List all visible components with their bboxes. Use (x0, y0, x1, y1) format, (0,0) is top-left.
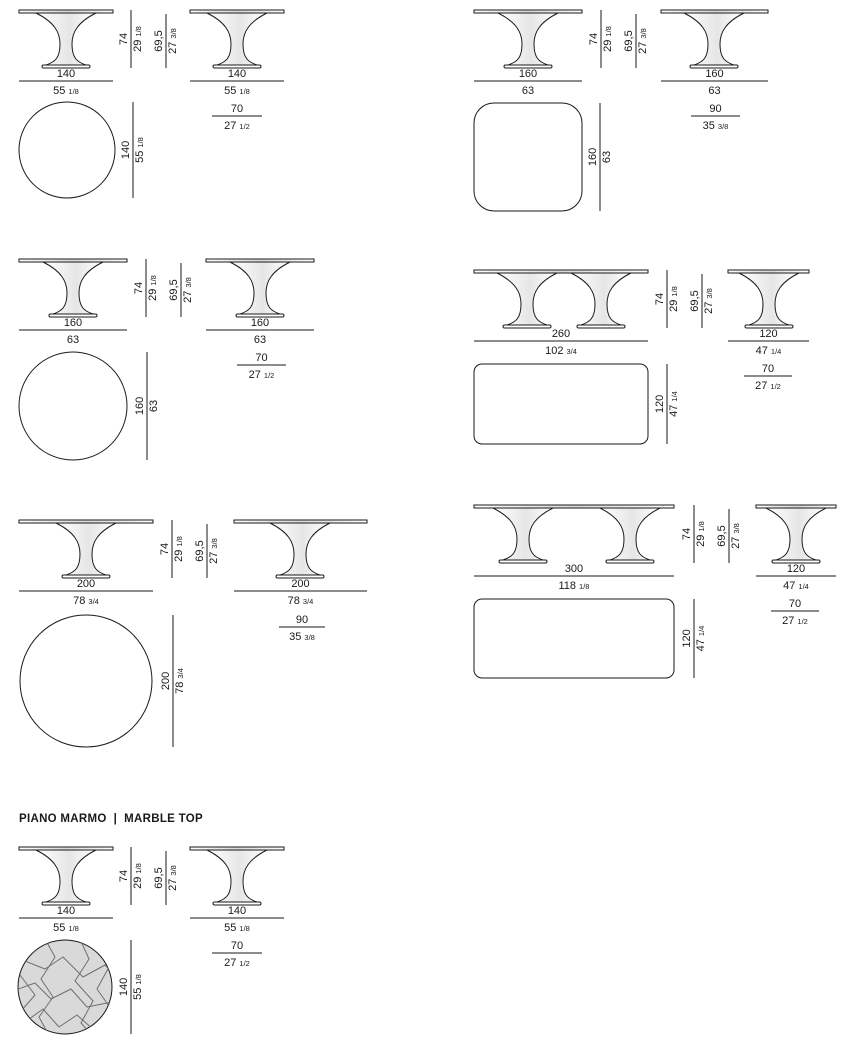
side-elevation (756, 505, 836, 563)
plan-dimension (120, 102, 146, 198)
table-rect-260 (474, 270, 809, 444)
length-dimension-in (522, 85, 534, 97)
front-elevation-pedestal-1 (498, 13, 558, 65)
front-elevation-base-1 (499, 560, 547, 563)
length-dimension-cm (552, 328, 570, 340)
table-marble-round-140 (10, 847, 284, 1039)
height-dimension-in-fraction: 1/8 (670, 286, 679, 297)
base-diameter-dimension (691, 103, 740, 132)
clearance-dimension-cm-value: 69,5 (689, 290, 701, 312)
length-dimension-in-fraction: 1/8 (579, 582, 590, 591)
side-elevation-pedestal-1 (207, 13, 267, 65)
plan-view-top (474, 364, 648, 444)
plan-dimension-in (601, 151, 613, 163)
length-dimension-in (559, 580, 590, 592)
clearance-dimension-cm (716, 525, 728, 546)
base-diameter-dimension-in-fraction: 3/8 (304, 633, 315, 642)
plan-view-top (20, 615, 152, 747)
base-diameter-dimension (212, 103, 262, 132)
height-dimension-in-value: 29 (132, 876, 144, 889)
plan-dimension-in-fraction: 1/8 (134, 974, 143, 985)
plan-dimension-cm (654, 395, 666, 413)
side-elevation-pedestal-1 (270, 523, 330, 575)
front-elevation-base-2 (577, 325, 625, 328)
base-diameter-dimension-in-value: 27 (782, 615, 795, 627)
width-dimension (756, 563, 836, 592)
length-dimension-cm (64, 317, 82, 329)
plan-dimension (681, 599, 707, 678)
clearance-dimension-cm-value: 69,5 (153, 30, 165, 52)
clearance-dimension-in-value: 27 (703, 301, 715, 314)
length-dimension-cm-value: 300 (564, 563, 584, 575)
plan-dimension (118, 940, 144, 1034)
front-elevation (474, 505, 674, 563)
width-dimension-in-fraction: 1/8 (239, 87, 250, 96)
plan-dimension-cm-value: 160 (587, 147, 599, 167)
height-dimension-in-fraction: 1/8 (134, 26, 143, 37)
width-dimension-in-value: 55 (224, 922, 237, 934)
height-dimension (118, 847, 144, 905)
height-dimension-cm-value: 74 (118, 869, 130, 883)
width-dimension-in-value: 47 (783, 580, 796, 592)
length-dimension-cm (57, 905, 75, 917)
front-elevation-pedestal-1 (497, 273, 557, 325)
base-diameter-dimension-in (224, 120, 250, 132)
width-dimension-cm-value: 120 (786, 563, 806, 575)
clearance-dimension-in (167, 28, 179, 54)
table-round-140 (19, 10, 284, 198)
clearance-dimension-in-fraction: 3/8 (705, 288, 714, 299)
width-dimension-in (708, 85, 720, 97)
height-dimension (681, 505, 707, 563)
front-elevation (19, 259, 127, 317)
width-dimension-cm-value: 200 (291, 578, 310, 590)
width-dimension (728, 328, 809, 357)
base-diameter-dimension (279, 614, 325, 643)
base-diameter-dimension-in-fraction: 1/2 (797, 617, 808, 626)
length-dimension (19, 578, 153, 607)
side-elevation-pedestal-1 (684, 13, 744, 65)
height-dimension (654, 270, 680, 328)
front-elevation (19, 520, 153, 578)
plan-dimension-cm (160, 672, 172, 690)
base-diameter-dimension (744, 363, 792, 392)
clearance-dimension-cm-value: 69,5 (623, 30, 635, 52)
plan-dimension-cm (134, 397, 146, 415)
clearance-dimension (689, 274, 715, 328)
length-dimension-in-value: 102 (545, 345, 564, 357)
plan-dimension-in-value: 55 (132, 987, 144, 1000)
clearance-dimension-cm (168, 279, 180, 300)
base-diameter-dimension-in-value: 27 (755, 380, 768, 392)
base-diameter-dimension-cm (231, 940, 243, 952)
length-dimension-cm-value: 160 (518, 68, 538, 80)
base-diameter-dimension-cm-value: 90 (295, 614, 309, 626)
width-dimension-in-fraction: 1/4 (798, 582, 809, 591)
front-elevation-pedestal-1 (36, 13, 96, 65)
plan-dimension-in-fraction: 1/4 (670, 391, 679, 402)
length-dimension-cm-value: 160 (63, 317, 83, 329)
base-diameter-dimension-cm-value: 70 (255, 352, 268, 364)
plan-dimension-in-value: 78 (174, 681, 186, 694)
height-dimension-in-value: 29 (147, 288, 159, 301)
length-dimension-in-value: 55 (53, 85, 66, 97)
plan-dimension (160, 615, 186, 747)
width-dimension-in (224, 85, 250, 97)
clearance-dimension-in (730, 523, 742, 549)
plan-view-marble-top (10, 937, 120, 1039)
length-dimension (19, 317, 127, 346)
plan-dimension-in (148, 400, 160, 412)
base-diameter-dimension-in-fraction: 3/8 (717, 122, 729, 131)
length-dimension-cm (77, 578, 95, 590)
table-round-200 (19, 520, 367, 747)
height-dimension-cm-value: 74 (681, 527, 693, 541)
plan-dimension-cm (118, 978, 130, 996)
clearance-dimension (153, 851, 179, 905)
width-dimension-in (224, 922, 250, 934)
clearance-dimension-in-fraction: 3/8 (169, 865, 178, 876)
width-dimension (190, 68, 284, 97)
length-dimension-cm (565, 563, 583, 575)
clearance-dimension-cm-value: 69,5 (168, 279, 180, 301)
base-diameter-dimension-in (249, 369, 275, 381)
height-dimension-cm-value: 74 (133, 281, 145, 295)
section-heading-marble-top: PIANO MARMO | MARBLE TOP (19, 813, 203, 825)
height-dimension-in-fraction: 1/8 (134, 863, 143, 874)
plan-dimension-cm-value: 160 (134, 396, 146, 416)
height-dimension-in-value: 29 (173, 549, 185, 562)
base-diameter-dimension-cm (231, 103, 243, 115)
front-elevation-pedestal-2 (600, 508, 660, 560)
length-dimension (474, 328, 648, 357)
width-dimension (190, 905, 284, 934)
width-dimension-in-fraction: 1/4 (770, 347, 782, 356)
plan-dimension-in-value: 63 (148, 399, 160, 413)
base-diameter-dimension-in-fraction: 1/2 (239, 122, 250, 131)
base-diameter-dimension-in (782, 615, 808, 627)
base-diameter-dimension-cm-value: 90 (709, 103, 722, 115)
side-elevation (661, 10, 768, 68)
plan-view-top (19, 352, 127, 460)
side-elevation (206, 259, 314, 317)
width-dimension-cm-value: 160 (705, 68, 724, 80)
height-dimension-in (173, 536, 185, 562)
length-dimension-in-value: 55 (53, 922, 66, 934)
base-diameter-dimension-in-value: 35 (289, 631, 302, 643)
clearance-dimension-cm (153, 30, 165, 51)
width-dimension-cm (228, 905, 246, 917)
clearance-dimension-in-fraction: 3/8 (732, 523, 741, 534)
width-dimension-in-fraction: 3/4 (302, 597, 314, 606)
base-diameter-dimension-cm-value: 70 (788, 598, 802, 610)
clearance-dimension-in-fraction: 3/8 (639, 28, 648, 39)
width-dimension-cm-value: 120 (759, 328, 778, 340)
side-elevation (190, 847, 284, 905)
length-dimension-cm (57, 68, 75, 80)
table-round-160 (19, 259, 314, 460)
height-dimension-in-fraction: 1/8 (175, 536, 184, 547)
height-dimension-in (132, 863, 144, 889)
base-diameter-dimension-in-value: 35 (702, 120, 715, 132)
base-diameter-dimension-cm-value: 70 (230, 103, 244, 115)
clearance-dimension-in-value: 27 (167, 878, 179, 891)
clearance-dimension-cm-value: 69,5 (716, 525, 728, 547)
plan-view-top (474, 103, 582, 211)
clearance-dimension-in (208, 538, 220, 564)
base-diameter-dimension-in-fraction: 1/2 (239, 959, 250, 968)
base-diameter-dimension-cm (255, 352, 267, 364)
base-diameter-dimension-in-value: 27 (224, 957, 237, 969)
clearance-dimension-in-fraction: 3/8 (184, 277, 193, 288)
plan-dimension-in (668, 391, 680, 417)
length-dimension (19, 905, 113, 934)
plan-dimension (587, 103, 613, 211)
width-dimension-cm (705, 68, 723, 80)
height-dimension (133, 259, 159, 317)
height-dimension-cm-value: 74 (588, 32, 600, 46)
length-dimension-in-value: 78 (73, 595, 86, 607)
clearance-dimension-cm (623, 30, 635, 51)
height-dimension-in (147, 275, 159, 301)
length-dimension-in (67, 334, 79, 346)
front-elevation-pedestal-1 (36, 850, 96, 902)
height-dimension (118, 10, 144, 68)
clearance-dimension-cm-value: 69,5 (153, 867, 165, 889)
height-dimension-in-value: 29 (695, 534, 707, 547)
width-dimension-in-value: 63 (708, 85, 721, 97)
clearance-dimension-cm (194, 540, 206, 561)
height-dimension-cm (654, 293, 666, 305)
height-dimension-cm (133, 282, 145, 294)
height-dimension (588, 10, 614, 68)
length-dimension-cm-value: 140 (56, 68, 76, 80)
width-dimension-in-value: 78 (287, 595, 300, 607)
side-elevation-pedestal-1 (230, 262, 290, 314)
plan-dimension (654, 364, 680, 444)
plan-dimension (134, 352, 160, 460)
clearance-dimension-in-value: 27 (637, 41, 649, 54)
width-dimension (234, 578, 367, 607)
clearance-dimension (153, 14, 179, 68)
plan-dimension-cm-value: 140 (118, 977, 130, 997)
height-dimension-in-value: 29 (602, 39, 614, 52)
plan-dimension-in-fraction: 1/8 (136, 137, 145, 148)
height-dimension-cm-value: 74 (118, 32, 130, 46)
front-elevation-base-2 (606, 560, 654, 563)
height-dimension (159, 520, 185, 578)
plan-dimension-cm-value: 140 (120, 140, 132, 160)
clearance-dimension (623, 14, 649, 68)
width-dimension-cm-value: 160 (250, 317, 270, 329)
front-elevation (19, 847, 113, 905)
height-dimension-in (602, 26, 614, 52)
clearance-dimension-cm (689, 290, 701, 311)
width-dimension (206, 317, 314, 346)
plan-dimension-in (134, 137, 146, 163)
front-elevation-pedestal-1 (43, 262, 103, 314)
length-dimension-in-fraction: 1/8 (68, 924, 79, 933)
length-dimension-in (545, 345, 577, 357)
front-elevation (474, 270, 648, 328)
width-dimension-cm (759, 328, 777, 340)
width-dimension-in-value: 63 (253, 334, 267, 346)
height-dimension-in-value: 29 (132, 39, 144, 52)
base-diameter-dimension (237, 352, 286, 381)
width-dimension-in (288, 595, 314, 607)
front-elevation (19, 10, 113, 68)
plan-dimension-cm (120, 141, 132, 159)
plan-dimension-cm-value: 200 (160, 671, 172, 691)
clearance-dimension-in (637, 28, 649, 54)
width-dimension-cm (228, 68, 246, 80)
length-dimension-cm-value: 260 (551, 328, 571, 340)
height-dimension-cm-value: 74 (159, 542, 171, 556)
height-dimension-in-fraction: 1/8 (149, 275, 158, 286)
plan-dimension-cm-value: 120 (681, 629, 693, 648)
clearance-dimension (716, 509, 742, 563)
width-dimension-cm-value: 140 (227, 905, 247, 917)
front-elevation-pedestal-1 (56, 523, 116, 575)
length-dimension-in (73, 595, 99, 607)
side-elevation-pedestal-1 (766, 508, 826, 560)
height-dimension-in (132, 26, 144, 52)
side-elevation (728, 270, 809, 328)
length-dimension-cm-value: 140 (56, 905, 76, 917)
length-dimension-in-value: 63 (66, 334, 80, 346)
length-dimension-cm (519, 68, 537, 80)
length-dimension-in (53, 922, 79, 934)
plan-dimension-cm (681, 629, 693, 647)
length-dimension-in (53, 85, 79, 97)
height-dimension-in-value: 29 (668, 299, 680, 312)
base-diameter-dimension-in-value: 27 (224, 120, 237, 132)
width-dimension-cm (787, 563, 805, 575)
width-dimension-in (783, 580, 809, 592)
base-diameter-dimension-in (224, 957, 250, 969)
plan-dimension-in-value: 47 (695, 639, 707, 652)
base-diameter-dimension (212, 940, 262, 969)
plan-dimension-in-value: 47 (668, 404, 680, 417)
height-dimension-cm (159, 543, 171, 555)
table-rounded-square-160 (474, 10, 768, 211)
clearance-dimension-in-fraction: 3/8 (169, 28, 178, 39)
plan-dimension-in-value: 63 (601, 150, 613, 164)
length-dimension-in-value: 63 (521, 85, 535, 97)
height-dimension-cm-value: 74 (654, 292, 666, 306)
length-dimension (474, 68, 582, 97)
side-elevation (190, 10, 284, 68)
height-dimension-in-fraction: 1/8 (604, 26, 613, 37)
clearance-dimension-in-value: 27 (182, 290, 194, 303)
plan-dimension-in (132, 974, 144, 1000)
front-elevation (474, 10, 582, 68)
height-dimension-cm (588, 33, 600, 45)
base-diameter-dimension-cm (762, 363, 774, 375)
base-diameter-dimension-cm-value: 70 (761, 363, 775, 375)
base-diameter-dimension-in (703, 120, 729, 132)
plan-dimension-cm (587, 148, 599, 166)
clearance-dimension (194, 524, 220, 578)
base-diameter-dimension-cm-value: 70 (230, 940, 244, 952)
width-dimension-in (756, 345, 782, 357)
base-diameter-dimension-cm (709, 103, 721, 115)
height-dimension-cm (118, 33, 130, 45)
clearance-dimension-cm (153, 867, 165, 888)
clearance-dimension-in-fraction: 3/8 (210, 538, 219, 549)
plan-view-top (474, 599, 674, 678)
plan-dimension-in (695, 626, 707, 652)
length-dimension (19, 68, 113, 97)
base-diameter-dimension (771, 598, 819, 627)
clearance-dimension-in (167, 865, 179, 891)
base-diameter-dimension-in-fraction: 1/2 (263, 371, 275, 380)
front-elevation-pedestal-1 (493, 508, 553, 560)
drawing-layer (10, 10, 836, 1039)
plan-dimension-in-value: 55 (134, 150, 146, 163)
base-diameter-dimension-in-value: 27 (248, 369, 261, 381)
front-elevation-pedestal-2 (571, 273, 631, 325)
length-dimension-in-fraction: 3/4 (88, 597, 99, 606)
base-diameter-dimension-in (289, 631, 315, 643)
width-dimension-in-value: 55 (224, 85, 237, 97)
height-dimension-cm (681, 528, 693, 540)
plan-dimension-cm-value: 120 (654, 394, 666, 414)
clearance-dimension-in-value: 27 (730, 536, 742, 549)
clearance-dimension-cm-value: 69,5 (194, 540, 206, 562)
length-dimension-cm-value: 200 (76, 578, 96, 590)
clearance-dimension (168, 263, 194, 317)
height-dimension-cm (118, 870, 130, 882)
table-rect-300 (474, 505, 836, 678)
base-diameter-dimension-cm (789, 598, 801, 610)
height-dimension-in-fraction: 1/8 (697, 521, 706, 532)
plan-dimension-in-fraction: 1/4 (697, 625, 706, 637)
plan-view-top (19, 102, 115, 198)
length-dimension-in-value: 118 (558, 580, 577, 592)
clearance-dimension-in-value: 27 (167, 41, 179, 54)
width-dimension (661, 68, 768, 97)
width-dimension-cm (251, 317, 269, 329)
plan-dimension-in-fraction: 3/4 (176, 668, 185, 679)
width-dimension-in-fraction: 1/8 (239, 924, 250, 933)
width-dimension-cm (291, 578, 309, 590)
base-diameter-dimension-in-fraction: 1/2 (770, 382, 781, 391)
base-diameter-dimension-cm (296, 614, 308, 626)
length-dimension (474, 563, 674, 592)
width-dimension-cm-value: 140 (227, 68, 247, 80)
width-dimension-in (254, 334, 266, 346)
plan-dimension-in (174, 668, 186, 694)
clearance-dimension-in-value: 27 (208, 551, 220, 564)
height-dimension-in (668, 286, 680, 312)
length-dimension-in-fraction: 1/8 (68, 87, 79, 96)
front-elevation-base-1 (503, 325, 551, 328)
clearance-dimension-in (703, 288, 715, 314)
width-dimension-in-value: 47 (755, 345, 768, 357)
side-elevation-pedestal-1 (207, 850, 267, 902)
clearance-dimension-in (182, 277, 194, 303)
length-dimension-in-fraction: 3/4 (566, 347, 577, 356)
base-diameter-dimension-in (755, 380, 781, 392)
height-dimension-in (695, 521, 707, 547)
side-elevation (234, 520, 367, 578)
side-elevation-pedestal-1 (739, 273, 799, 325)
